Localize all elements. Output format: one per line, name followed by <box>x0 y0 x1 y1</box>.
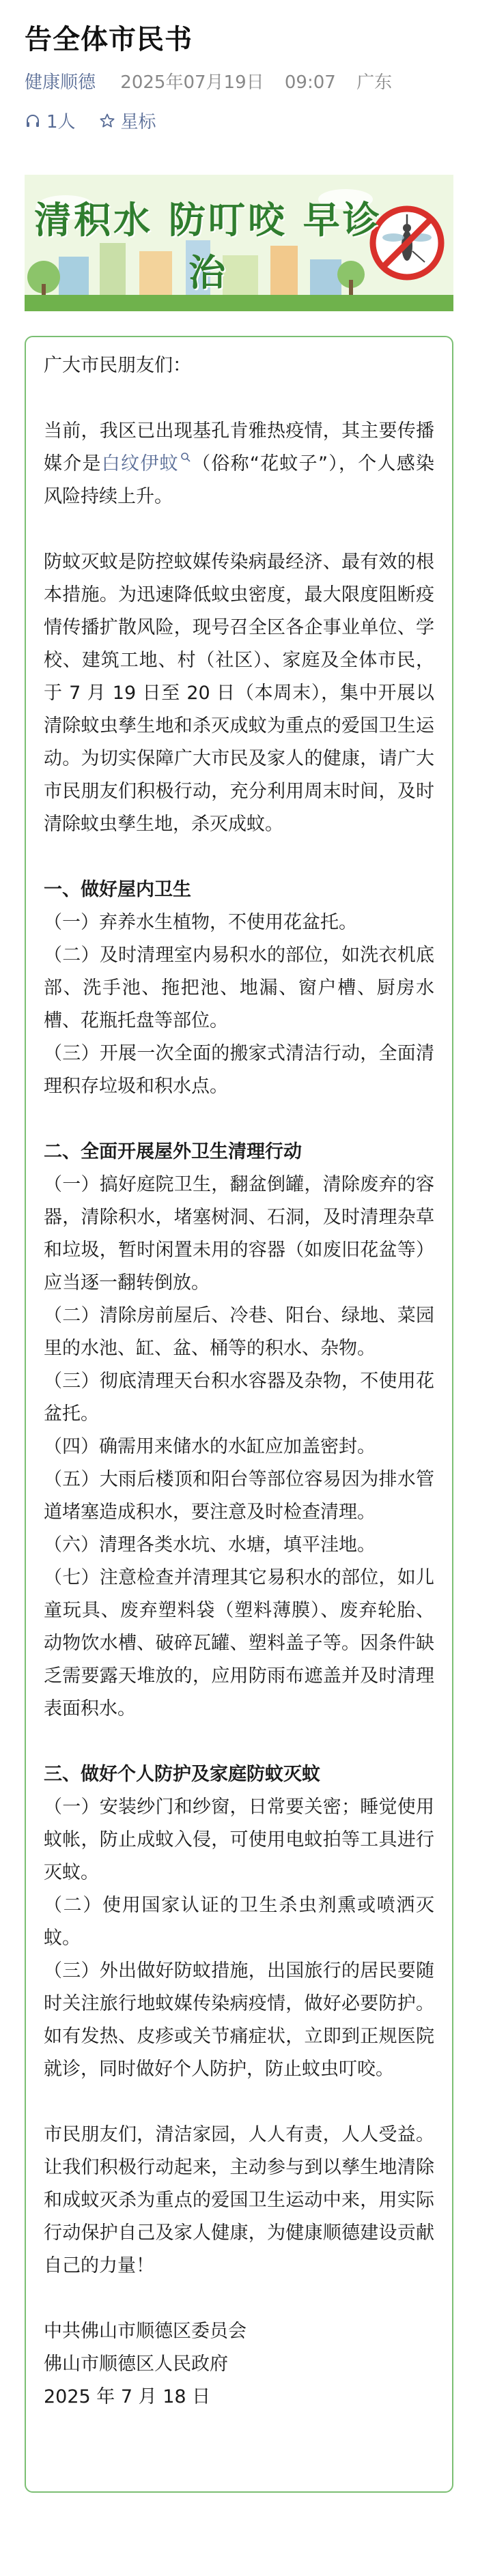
greeting: 广大市民朋友们： <box>44 355 191 376</box>
article-title: 告全体市民书 <box>25 24 193 55</box>
publish-date: 2025年07月19日 <box>120 72 264 93</box>
section-2-title: 二、全面开展屋外卫生清理行动 <box>44 1141 302 1162</box>
article-meta <box>25 68 407 94</box>
section-2-item-5: （五）大雨后楼顶和阳台等部位容易因为排水管道堵塞造成积水，要注意及时检查清理。 <box>44 1469 434 1523</box>
article-stats <box>25 108 180 133</box>
star-icon <box>99 113 115 129</box>
headphones-icon <box>25 113 41 129</box>
section-2-item-2: （二）清除房前屋后、冷巷、阳台、绿地、菜园里的水池、缸、盆、桶等的积水、杂物。 <box>44 1305 434 1359</box>
search-icon <box>180 452 191 463</box>
section-2-item-1: （一）搞好庭院卫生，翻盆倒罐，清除废弃的容器，清除积水，堵塞树洞、石洞，及时清理杂草和垃圾，暂时闲置未用的容器（如废旧花盆等）应当逐一翻转倒放。 <box>44 1174 434 1293</box>
section-3-item-3: （三）外出做好防蚊措施，出国旅行的居民要随时关注旅行地蚊媒传染病疫情，做好必要防护。如有发热、皮疹或关节痛症状，立即到正规医院就诊，同时做好个人防护，防止蚊虫叮咬。 <box>44 1960 434 2080</box>
publish-time: 09:07 <box>284 72 336 93</box>
intro-text-b: （俗称“花蚊子”），个人感染风险持续上升。 <box>44 453 435 507</box>
intro-paragraph <box>44 415 434 513</box>
keyword-link-text: 白纹伊蚊 <box>101 453 179 474</box>
signature-committee: 中共佛山市顺德区委员会 <box>44 2321 247 2342</box>
keyword-link[interactable] <box>102 453 191 474</box>
section-2-item-4: （四）确需用来储水的水缸应加盖密封。 <box>44 1436 376 1457</box>
star-button[interactable] <box>99 108 156 133</box>
section-1-item-3: （三）开展一次全面的搬家式清洁行动，全面清理积存垃圾和积水点。 <box>44 1043 434 1097</box>
section-2-item-7: （七）注意检查并清理其它易积水的部位，如儿童玩具、废弃塑料袋（塑料薄膜）、废弃轮胎、动物饮水槽、破碎瓦罐、塑料盖子等。因条件缺乏需要露天堆放的，应用防雨布遮盖并及时清理表面积水。 <box>44 1567 434 1719</box>
section-1-item-1: （一）弃养水生植物，不使用花盆托。 <box>44 912 357 933</box>
section-3-item-1: （一）安装纱门和纱窗，日常要关密；睡觉使用蚊帐，防止成蚊入侵，可使用电蚊拍等工具进行灭蚊。 <box>44 1797 434 1883</box>
publish-location: 广东 <box>356 72 393 93</box>
listen-button[interactable] <box>25 108 76 133</box>
article-body <box>44 349 434 2414</box>
intro-text-a: 当前，我区已出现基孔肯雅热疫情，其主要传播媒介是 <box>44 420 434 474</box>
account-name-link[interactable]: 健康顺德 <box>25 72 96 93</box>
section-1-item-2: （二）及时清理室内易积水的部位，如洗衣机底部、洗手池、拖把池、地漏、窗户槽、厨房水槽、花瓶托盘等部位。 <box>44 945 434 1031</box>
section-1-title: 一、做好屋内卫生 <box>44 879 191 900</box>
section-3-title: 三、做好个人防护及家庭防蚊灭蚊 <box>44 1764 320 1785</box>
section-2-item-3: （三）彻底清理天台积水容器及杂物，不使用花盆托。 <box>44 1371 434 1425</box>
section-2-item-6: （六）清理各类水坑、水塘，填平洼地。 <box>44 1534 376 1556</box>
campaign-banner <box>25 175 453 311</box>
listener-count: 1人 <box>46 112 76 132</box>
paragraph-measures: 防蚊灭蚊是防控蚊媒传染病最经济、最有效的根本措施。为迅速降低蚊虫密度，最大限度阻断疫情传播扩散风险，现号召全区各企事业单位、学校、建筑工地、村（社区）、家庭及全体市民，于 7 月 19 日至 20 日（本周末），集中开展以清除蚊虫孳生地和杀灭成蚊为重点的爱国卫生运动。为切实保障广大市民及家人的健康，请广大市民朋友们积极行动，充分利用周末时间，及时清除蚊虫孳生地，杀灭成蚊。 <box>44 552 434 835</box>
closing-paragraph: 市民朋友们，清洁家园，人人有责，人人受益。让我们积极行动起来，主动参与到以孳生地清除和成蚊灭杀为重点的爱国卫生运动中来，用实际行动保护自己及家人健康，为健康顺德建设贡献自己的力量！ <box>44 2124 434 2276</box>
signature-government: 佛山市顺德区人民政府 <box>44 2353 228 2375</box>
star-label: 星标 <box>120 112 156 132</box>
section-3-item-2: （二）使用国家认证的卫生杀虫剂熏或喷洒灭蚊。 <box>44 1895 434 1949</box>
signature-date: 2025 年 7 月 18 日 <box>44 2386 211 2407</box>
banner-slogan: 清积水 防叮咬 早诊治 <box>34 198 382 294</box>
